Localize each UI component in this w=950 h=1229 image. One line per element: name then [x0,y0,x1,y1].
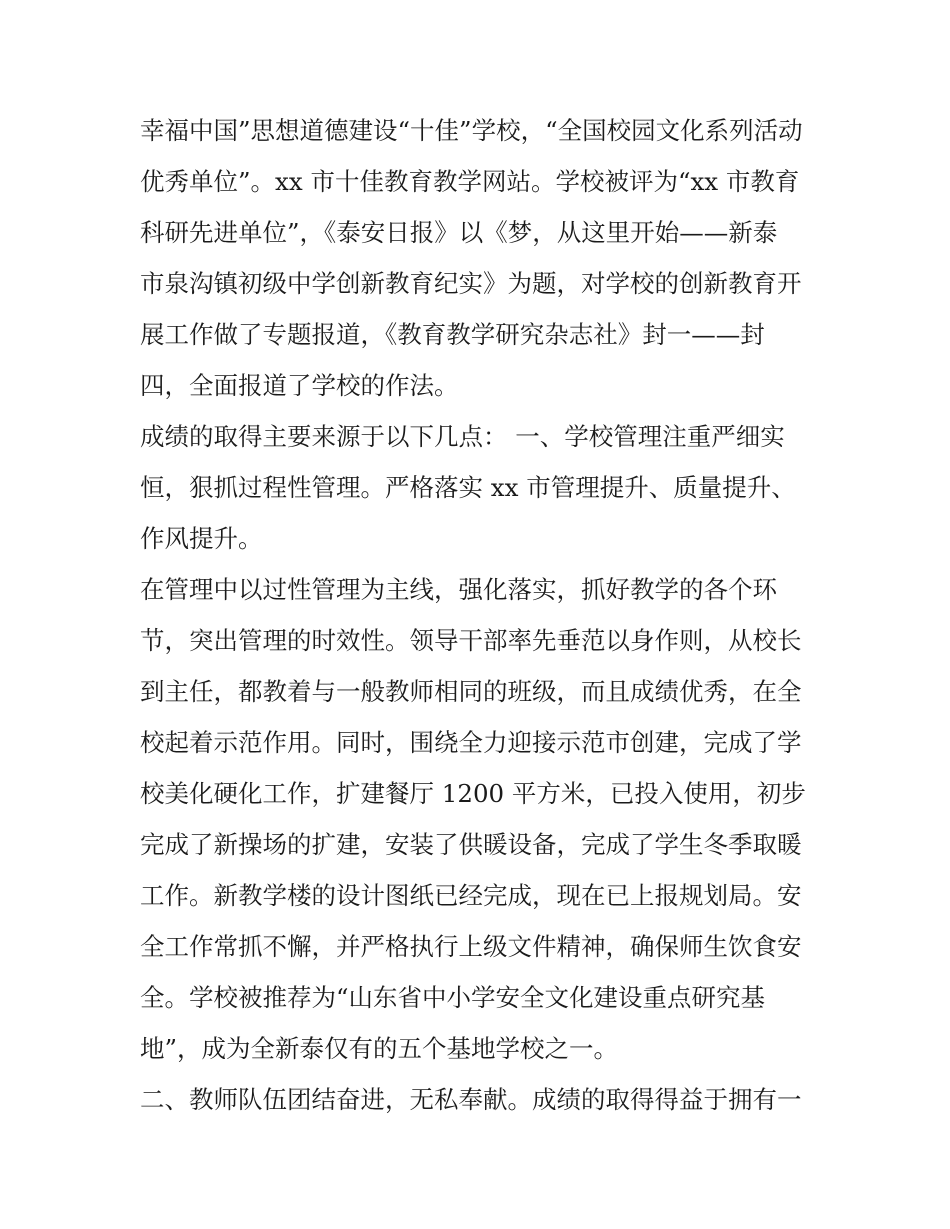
text-line: 工作。新教学楼的设计图纸已经完成，现在已上报规划局。安 [140,881,802,910]
text-line: 作风提升。 [140,524,263,553]
document-body [140,105,820,1125]
text-line: 科研先进单位”，《泰安日报》以《梦，从这里开始——新泰 [140,218,778,247]
text-line: 成绩的取得主要来源于以下几点： 一、学校管理注重严细实 [140,422,785,451]
text-line: 节，突出管理的时效性。领导干部率先垂范以身作则，从校长 [140,626,802,655]
text-line: 校起着示范作用。同时，围绕全力迎接示范市创建，完成了学 [140,728,802,757]
text-line: 全工作常抓不懈，并严格执行上级文件精神，确保师生饮食安 [140,932,802,961]
text-line: 优秀单位”。xx 市十佳教育教学网站。学校被评为“xx 市教育 [140,167,800,196]
text-line: 完成了新操场的扩建，安装了供暖设备，完成了学生冬季取暖 [140,830,802,859]
text-line: 幸福中国”思想道德建设“十佳”学校，“全国校园文化系列活动 [140,116,803,145]
text-line: 到主任，都教着与一般教师相同的班级，而且成绩优秀，在全 [140,677,802,706]
text-line: 全。学校被推荐为“山东省中小学安全文化建设重点研究基 [140,983,766,1012]
text-line: 展工作做了专题报道，《教育教学研究杂志社》封一——封 [140,320,765,349]
text-line: 二、教师队伍团结奋进，无私奉献。成绩的取得得益于拥有一 [140,1085,802,1114]
text-line: 地”，成为全新泰仅有的五个基地学校之一。 [140,1034,619,1063]
text-line: 恒，狠抓过程性管理。严格落实 xx 市管理提升、质量提升、 [140,473,796,502]
text-line: 四，全面报道了学校的作法。 [140,371,459,400]
text-line: 市泉沟镇初级中学创新教育纪实》为题，对学校的创新教育开 [140,269,802,298]
text-line: 校美化硬化工作，扩建餐厅 1200 平方米，已投入使用，初步 [140,779,806,808]
text-line: 在管理中以过性管理为主线，强化落实，抓好教学的各个环 [140,575,777,604]
